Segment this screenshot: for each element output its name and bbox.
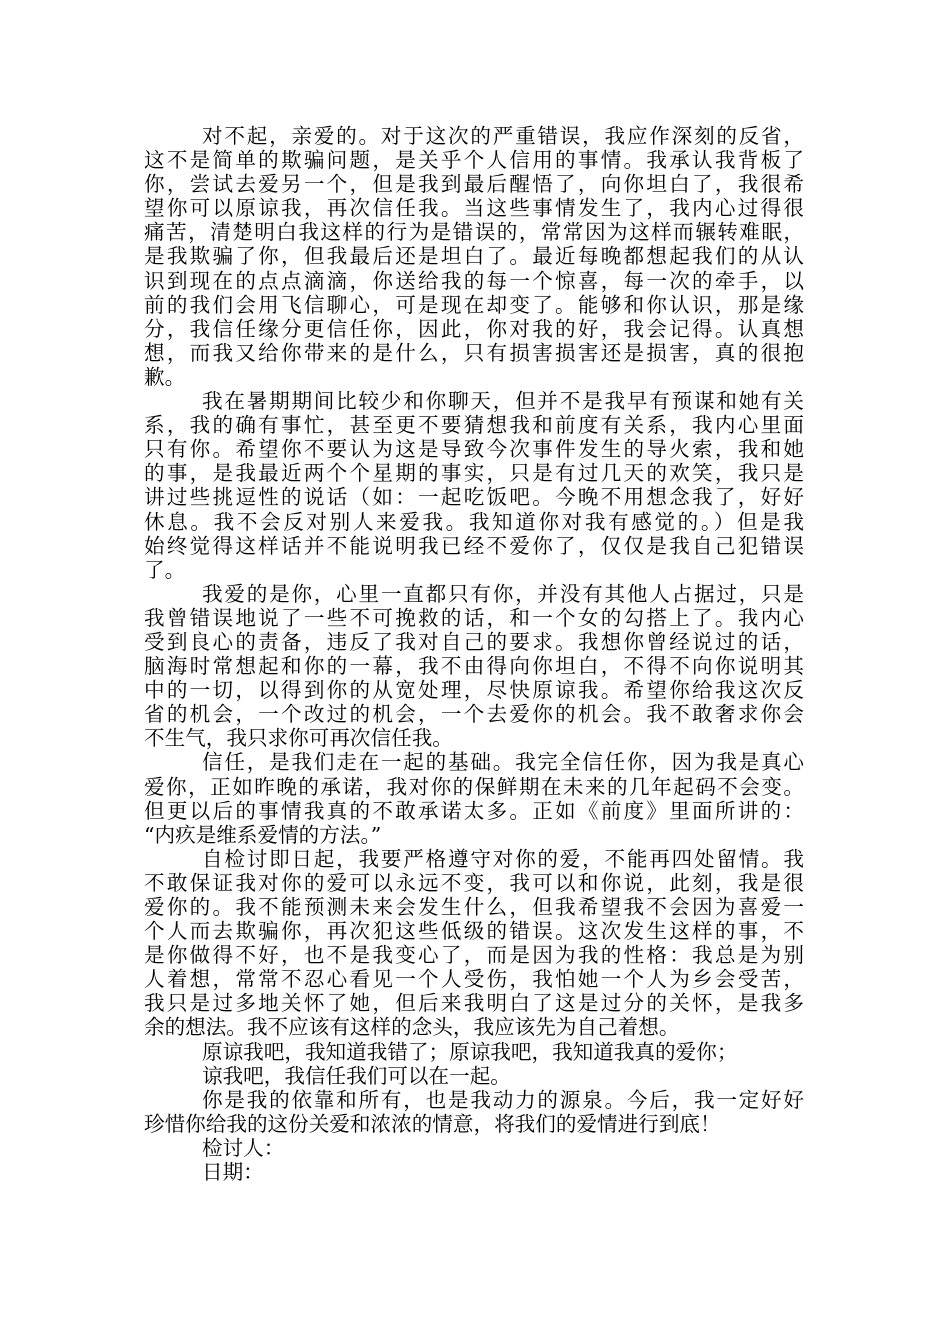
paragraph (144, 847, 804, 1040)
text-line: 你，尝试去爱另一个，但是我到最后醒悟了，向你坦白了，我很希 (144, 172, 804, 197)
text-line: 歉。 (144, 364, 186, 389)
date-label (144, 1160, 804, 1184)
text-line: 原谅我吧，我知道我错了；原谅我吧，我知道我真的爱你； (202, 1039, 738, 1064)
text-line: 系，我的确有事忙，甚至更不要猜想我和前度有关系，我内心里面 (144, 413, 804, 438)
text-line: 只有你。希望你不要认为这是导致今次事件发生的导火索，我和她 (144, 437, 804, 462)
text-line: 始终觉得这样话并不能说明我已经不爱你了，仅仅是我自己犯错误 (144, 533, 804, 558)
text-line: 爱你的。我不能预测未来会发生什么，但我希望我不会因为喜爱一 (144, 895, 804, 919)
text-line: 讲过些挑逗性的说话（如：一起吃饭吧。今晚不用想念我了，好好 (144, 485, 804, 510)
text-line: 是我欺骗了你，但我最后还是坦白了。最近每晚都想起我们的从认 (144, 244, 804, 269)
text-line: 我只是过多地关怀了她，但后来我明白了这是过分的关怀，是我多 (144, 991, 804, 1016)
signature-label (144, 1136, 804, 1160)
text-line: 的事，是我最近两个个星期的事实，只是有过几天的欢笑，我只是 (144, 461, 804, 486)
text-line: 了。 (144, 557, 186, 582)
text-line: 我在暑期期间比较少和你聊天，但并不是我早有预谋和她有关 (202, 389, 804, 414)
paragraph (144, 389, 804, 582)
text-line: 我曾错误地说了一些不可挽救的话，和一个女的勾搭上了。我内心 (144, 605, 804, 630)
paragraph (144, 124, 804, 389)
text-line: 日期： (202, 1160, 264, 1185)
text-line: “内疚是维系爱情的方法。” (144, 822, 382, 847)
text-line: 受到良心的责备，违反了我对自己的要求。我想你曾经说过的话， (144, 629, 804, 654)
text-line: 信任，是我们走在一起的基础。我完全信任你，因为我是真心 (202, 750, 804, 775)
text-line: 休息。我不会反对别人来爱我。我知道你对我有感觉的。）但是我 (144, 509, 804, 534)
text-line: 是你做得不好，也不是我变心了，而是因为我的性格：我总是为别 (144, 943, 804, 968)
text-line: 你是我的依靠和所有，也是我动力的源泉。今后，我一定好好 (202, 1087, 804, 1112)
text-line: 痛苦，清楚明白我这样的行为是错误的，常常因为这样而辗转难眠， (144, 220, 804, 245)
text-line: 自检讨即日起，我要严格遵守对你的爱，不能再四处留情。我 (202, 846, 804, 871)
text-line: 望你可以原谅我，再次信任我。当这些事情发生了，我内心过得很 (144, 196, 804, 221)
paragraph (144, 1088, 804, 1136)
text-line: 不生气，我只求你可再次信任我。 (144, 726, 453, 751)
text-line: 想，而我又给你带来的是什么，只有损害损害还是损害，真的很抱 (144, 340, 804, 365)
text-line: 识到现在的点点滴滴，你送给我的每一个惊喜，每一次的牵手，以 (144, 268, 804, 293)
text-line: 但更以后的事情我真的不敢承诺太多。正如《前度》里面所讲的： (144, 798, 804, 823)
document-body (144, 124, 804, 1184)
text-line: 个人而去欺骗你，再次犯这些低级的错误。这次发生这样的事，不 (144, 919, 804, 944)
text-line: 分，我信任缘分更信任你，因此，你对我的好，我会记得。认真想 (144, 316, 804, 341)
text-line: 我爱的是你，心里一直都只有你，并没有其他人占据过，只是 (202, 581, 804, 606)
paragraph (144, 582, 804, 751)
text-line: 余的想法。我不应该有这样的念头，我应该先为自己着想。 (144, 1015, 680, 1040)
text-line: 脑海时常想起和你的一幕，我不由得向你坦白，不得不向你说明其 (144, 654, 804, 679)
paragraph (144, 1064, 804, 1088)
text-line: 谅我吧，我信任我们可以在一起。 (202, 1063, 511, 1088)
text-line: 对不起，亲爱的。对于这次的严重错误，我应作深刻的反省， (202, 124, 804, 148)
text-line: 省的机会，一个改过的机会，一个去爱你的机会。我不敢奢求你会 (144, 702, 804, 727)
text-line: 这不是简单的欺骗问题，是关乎个人信用的事情。我承认我背板了 (144, 148, 804, 173)
text-line: 珍惜你给我的这份关爱和浓浓的情意，将我们的爱情进行到底！ (144, 1111, 721, 1136)
text-line: 检讨人： (202, 1135, 285, 1160)
paragraph (144, 750, 804, 846)
text-line: 中的一切，以得到你的从宽处理，尽快原谅我。希望你给我这次反 (144, 678, 804, 703)
text-line: 爱你，正如昨晚的承诺，我对你的保鲜期在未来的几年起码不会变。 (144, 774, 804, 799)
text-line: 不敢保证我对你的爱可以永远不变，我可以和你说，此刻，我是很 (144, 870, 804, 895)
text-line: 人着想，常常不忍心看见一个人受伤，我怕她一个人为乡会受苦， (144, 967, 804, 992)
text-line: 前的我们会用飞信聊心，可是现在却变了。能够和你认识，那是缘 (144, 292, 804, 317)
paragraph (144, 1040, 804, 1064)
